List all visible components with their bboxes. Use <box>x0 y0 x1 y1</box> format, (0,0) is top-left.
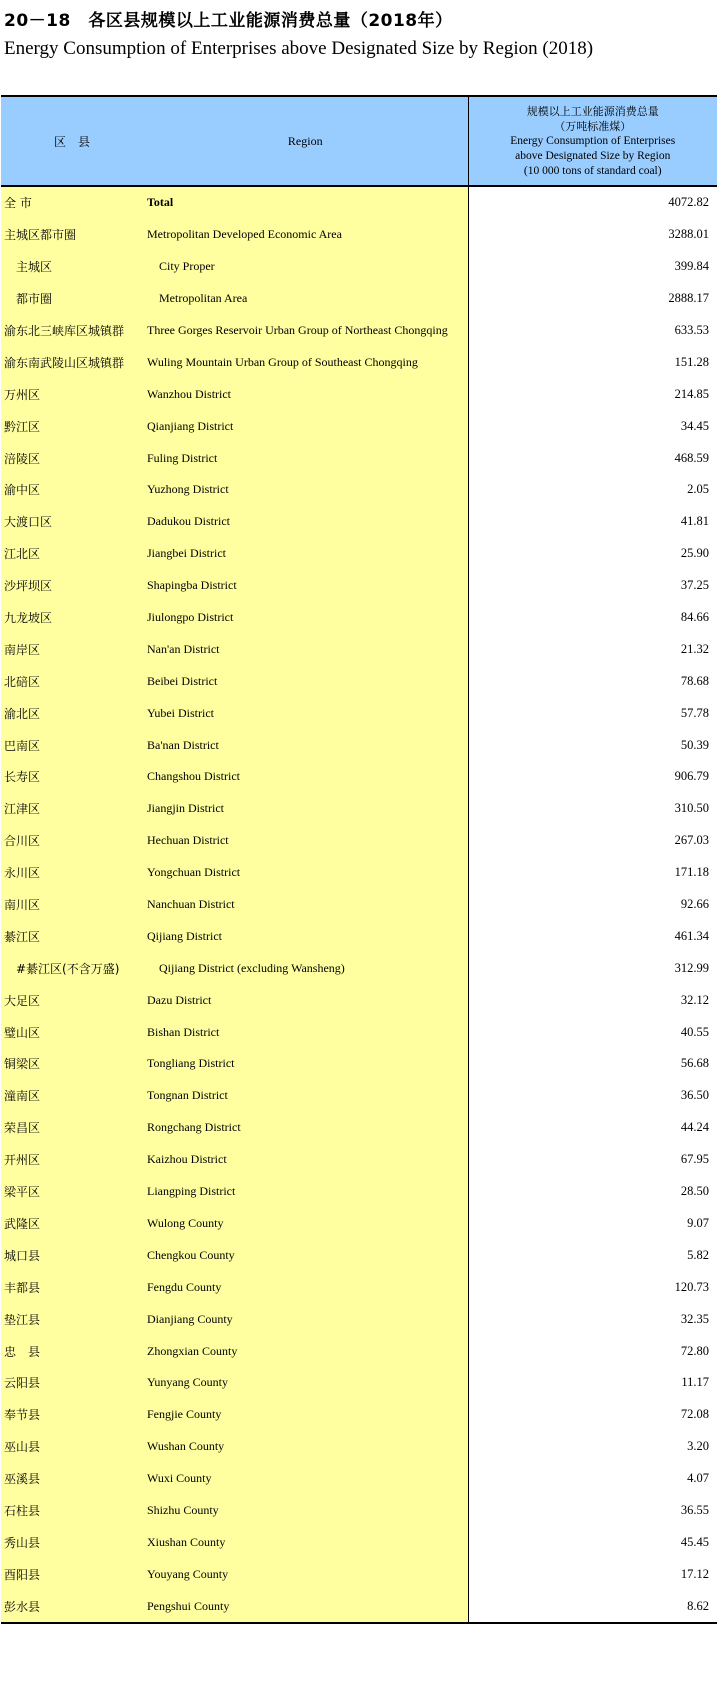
region-name-en: Zhongxian County <box>143 1335 468 1367</box>
table-row <box>1 1495 717 1527</box>
energy-consumption-value: 11.17 <box>468 1367 717 1399</box>
table-row <box>1 633 717 665</box>
region-name-cn: 渝北区 <box>1 697 143 729</box>
region-name-cn: 潼南区 <box>1 1080 143 1112</box>
table-title-english: Energy Consumption of Enterprises above Designated Size by Region (2018) <box>4 38 594 59</box>
region-name-en: Wuxi County <box>143 1463 468 1495</box>
table-row <box>1 1112 717 1144</box>
region-name-en: Nanchuan District <box>143 889 468 921</box>
region-name-en: Changshou District <box>143 761 468 793</box>
table-row <box>1 1016 717 1048</box>
table-body <box>1 186 717 1623</box>
table-row <box>1 378 717 410</box>
region-name-en: Wushan County <box>143 1431 468 1463</box>
region-name-en: Metropolitan Developed Economic Area <box>143 219 468 251</box>
energy-consumption-value: 34.45 <box>468 410 717 442</box>
region-name-cn: 梁平区 <box>1 1176 143 1208</box>
table-row <box>1 1463 717 1495</box>
region-name-en: Shapingba District <box>143 570 468 602</box>
energy-consumption-value: 67.95 <box>468 1144 717 1176</box>
table-row <box>1 793 717 825</box>
table-row <box>1 889 717 921</box>
region-name-cn: 渝中区 <box>1 474 143 506</box>
table-row <box>1 1590 717 1623</box>
header-value-en-line3: (10 000 tons of standard coal) <box>523 164 662 177</box>
region-name-en: Ba'nan District <box>143 729 468 761</box>
region-name-cn: 云阳县 <box>1 1367 143 1399</box>
region-name-cn: 全 市 <box>1 186 143 219</box>
energy-consumption-value: 906.79 <box>468 761 717 793</box>
region-name-en: Shizhu County <box>143 1495 468 1527</box>
energy-consumption-value: 25.90 <box>468 538 717 570</box>
table-row <box>1 1271 717 1303</box>
energy-consumption-value: 214.85 <box>468 378 717 410</box>
table-row <box>1 920 717 952</box>
table-row <box>1 570 717 602</box>
header-value-en-line1: Energy Consumption of Enterprises <box>510 134 676 147</box>
region-name-cn: 主城区 <box>1 251 143 283</box>
table-row <box>1 1239 717 1271</box>
region-name-en: Jiangjin District <box>143 793 468 825</box>
region-name-cn: 城口县 <box>1 1239 143 1271</box>
table-row <box>1 315 717 347</box>
region-name-en: Dazu District <box>143 984 468 1016</box>
energy-consumption-value: 4.07 <box>468 1463 717 1495</box>
region-name-cn: 九龙坡区 <box>1 602 143 634</box>
region-name-en: Pengshui County <box>143 1590 468 1623</box>
region-name-en: Wanzhou District <box>143 378 468 410</box>
region-name-cn: 沙坪坝区 <box>1 570 143 602</box>
table-row <box>1 442 717 474</box>
region-name-cn: 黔江区 <box>1 410 143 442</box>
energy-consumption-value: 2888.17 <box>468 283 717 315</box>
energy-consumption-value: 21.32 <box>468 633 717 665</box>
region-name-cn: 南岸区 <box>1 633 143 665</box>
table-row <box>1 346 717 378</box>
table-row <box>1 825 717 857</box>
table-row <box>1 1399 717 1431</box>
region-name-en: City Proper <box>143 251 468 283</box>
region-name-cn: 璧山区 <box>1 1016 143 1048</box>
table-row <box>1 729 717 761</box>
energy-consumption-value: 310.50 <box>468 793 717 825</box>
energy-consumption-value: 8.62 <box>468 1590 717 1623</box>
energy-consumption-value: 28.50 <box>468 1176 717 1208</box>
table-row <box>1 1335 717 1367</box>
region-name-en: Tongliang District <box>143 1048 468 1080</box>
table-row <box>1 186 717 219</box>
region-name-en: Tongnan District <box>143 1080 468 1112</box>
region-name-cn: 铜梁区 <box>1 1048 143 1080</box>
header-value-en-line2: above Designated Size by Region <box>515 149 671 162</box>
region-name-cn: 酉阳县 <box>1 1558 143 1590</box>
region-name-cn: 綦江区 <box>1 920 143 952</box>
region-name-en: Xiushan County <box>143 1526 468 1558</box>
region-name-en: Rongchang District <box>143 1112 468 1144</box>
energy-consumption-value: 40.55 <box>468 1016 717 1048</box>
table-row <box>1 219 717 251</box>
region-name-cn: 江津区 <box>1 793 143 825</box>
energy-consumption-value: 267.03 <box>468 825 717 857</box>
region-name-cn: 大足区 <box>1 984 143 1016</box>
region-name-en: Metropolitan Area <box>143 283 468 315</box>
table-row <box>1 474 717 506</box>
region-name-en: Dadukou District <box>143 506 468 538</box>
region-name-en: Liangping District <box>143 1176 468 1208</box>
region-name-en: Yuzhong District <box>143 474 468 506</box>
table-row <box>1 1080 717 1112</box>
energy-consumption-value: 468.59 <box>468 442 717 474</box>
region-name-cn: 长寿区 <box>1 761 143 793</box>
region-name-en: Beibei District <box>143 665 468 697</box>
region-name-en: Yongchuan District <box>143 857 468 889</box>
region-name-cn: 永川区 <box>1 857 143 889</box>
energy-consumption-value: 36.55 <box>468 1495 717 1527</box>
table-row <box>1 506 717 538</box>
header-value <box>468 96 717 186</box>
header-region-en: Region <box>143 96 468 186</box>
table-row <box>1 602 717 634</box>
region-name-cn: 合川区 <box>1 825 143 857</box>
table-row <box>1 538 717 570</box>
region-name-en: Wuling Mountain Urban Group of Southeast Chongqing <box>143 346 468 378</box>
region-name-en: Chengkou County <box>143 1239 468 1271</box>
table-row <box>1 410 717 442</box>
region-name-en: Hechuan District <box>143 825 468 857</box>
table-row <box>1 1431 717 1463</box>
energy-consumption-value: 9.07 <box>468 1208 717 1240</box>
region-name-en: Fengdu County <box>143 1271 468 1303</box>
energy-consumption-value: 399.84 <box>468 251 717 283</box>
region-name-en: Jiulongpo District <box>143 602 468 634</box>
region-name-en: Dianjiang County <box>143 1303 468 1335</box>
header-value-cn-line2: （万吨标准煤） <box>554 119 632 133</box>
energy-consumption-value: 120.73 <box>468 1271 717 1303</box>
table-header-row <box>1 96 717 186</box>
region-name-cn: 丰都县 <box>1 1271 143 1303</box>
region-name-en: Kaizhou District <box>143 1144 468 1176</box>
table-row <box>1 1558 717 1590</box>
region-name-cn: 忠 县 <box>1 1335 143 1367</box>
region-name-en: Qijiang District (excluding Wansheng) <box>143 952 468 984</box>
energy-consumption-value: 32.35 <box>468 1303 717 1335</box>
table-row <box>1 1303 717 1335</box>
region-name-cn: 彭水县 <box>1 1590 143 1623</box>
region-name-en: Qianjiang District <box>143 410 468 442</box>
energy-consumption-value: 3.20 <box>468 1431 717 1463</box>
region-name-cn: #綦江区(不含万盛) <box>1 952 143 984</box>
region-name-cn: 石柱县 <box>1 1495 143 1527</box>
table-row <box>1 1208 717 1240</box>
table-row <box>1 952 717 984</box>
region-name-en: Bishan District <box>143 1016 468 1048</box>
energy-consumption-value: 72.80 <box>468 1335 717 1367</box>
energy-consumption-value: 92.66 <box>468 889 717 921</box>
table-row <box>1 857 717 889</box>
header-region-cn: 区 县 <box>1 96 143 186</box>
region-name-cn: 奉节县 <box>1 1399 143 1431</box>
region-name-en: Total <box>143 186 468 219</box>
region-name-en: Youyang County <box>143 1558 468 1590</box>
region-name-en: Fengjie County <box>143 1399 468 1431</box>
region-name-cn: 秀山县 <box>1 1526 143 1558</box>
energy-consumption-value: 57.78 <box>468 697 717 729</box>
table-row <box>1 1176 717 1208</box>
region-name-en: Jiangbei District <box>143 538 468 570</box>
energy-consumption-value: 45.45 <box>468 1526 717 1558</box>
region-name-cn: 渝东南武陵山区城镇群 <box>1 346 143 378</box>
energy-consumption-value: 633.53 <box>468 315 717 347</box>
energy-consumption-value: 2.05 <box>468 474 717 506</box>
energy-consumption-value: 151.28 <box>468 346 717 378</box>
energy-consumption-value: 72.08 <box>468 1399 717 1431</box>
region-name-cn: 主城区都市圈 <box>1 219 143 251</box>
region-name-en: Three Gorges Reservoir Urban Group of Northeast Chongqing <box>143 315 468 347</box>
region-name-cn: 涪陵区 <box>1 442 143 474</box>
region-name-cn: 渝东北三峡库区城镇群 <box>1 315 143 347</box>
region-name-en: Nan'an District <box>143 633 468 665</box>
table-row <box>1 984 717 1016</box>
table-row <box>1 283 717 315</box>
energy-consumption-value: 41.81 <box>468 506 717 538</box>
energy-consumption-value: 312.99 <box>468 952 717 984</box>
table-row <box>1 761 717 793</box>
region-name-cn: 北碚区 <box>1 665 143 697</box>
region-name-cn: 武隆区 <box>1 1208 143 1240</box>
energy-consumption-value: 36.50 <box>468 1080 717 1112</box>
region-name-cn: 垫江县 <box>1 1303 143 1335</box>
region-name-en: Qijiang District <box>143 920 468 952</box>
energy-consumption-value: 4072.82 <box>468 186 717 219</box>
region-name-cn: 都市圈 <box>1 283 143 315</box>
region-name-cn: 江北区 <box>1 538 143 570</box>
header-value-cn-line1: 规模以上工业能源消费总量 <box>526 104 659 118</box>
energy-consumption-value: 37.25 <box>468 570 717 602</box>
table-title-chinese: 20－18 各区县规模以上工业能源消费总量（2018年） <box>4 11 453 31</box>
region-name-cn: 巴南区 <box>1 729 143 761</box>
energy-consumption-value: 461.34 <box>468 920 717 952</box>
energy-consumption-value: 171.18 <box>468 857 717 889</box>
region-name-cn: 开州区 <box>1 1144 143 1176</box>
table-row <box>1 1048 717 1080</box>
region-name-en: Yunyang County <box>143 1367 468 1399</box>
table-row <box>1 665 717 697</box>
energy-consumption-value: 44.24 <box>468 1112 717 1144</box>
energy-consumption-value: 5.82 <box>468 1239 717 1271</box>
region-name-cn: 巫溪县 <box>1 1463 143 1495</box>
energy-consumption-value: 17.12 <box>468 1558 717 1590</box>
region-name-en: Yubei District <box>143 697 468 729</box>
table-row <box>1 1144 717 1176</box>
region-name-en: Wulong County <box>143 1208 468 1240</box>
table-row <box>1 1367 717 1399</box>
energy-consumption-value: 32.12 <box>468 984 717 1016</box>
region-name-cn: 南川区 <box>1 889 143 921</box>
region-name-en: Fuling District <box>143 442 468 474</box>
region-name-cn: 巫山县 <box>1 1431 143 1463</box>
region-name-cn: 万州区 <box>1 378 143 410</box>
energy-consumption-value: 50.39 <box>468 729 717 761</box>
region-name-cn: 大渡口区 <box>1 506 143 538</box>
energy-consumption-value: 3288.01 <box>468 219 717 251</box>
table-row <box>1 1526 717 1558</box>
energy-consumption-value: 78.68 <box>468 665 717 697</box>
table-row <box>1 697 717 729</box>
region-name-cn: 荣昌区 <box>1 1112 143 1144</box>
energy-consumption-table <box>1 95 717 1624</box>
energy-consumption-value: 56.68 <box>468 1048 717 1080</box>
energy-consumption-value: 84.66 <box>468 602 717 634</box>
table-row <box>1 251 717 283</box>
